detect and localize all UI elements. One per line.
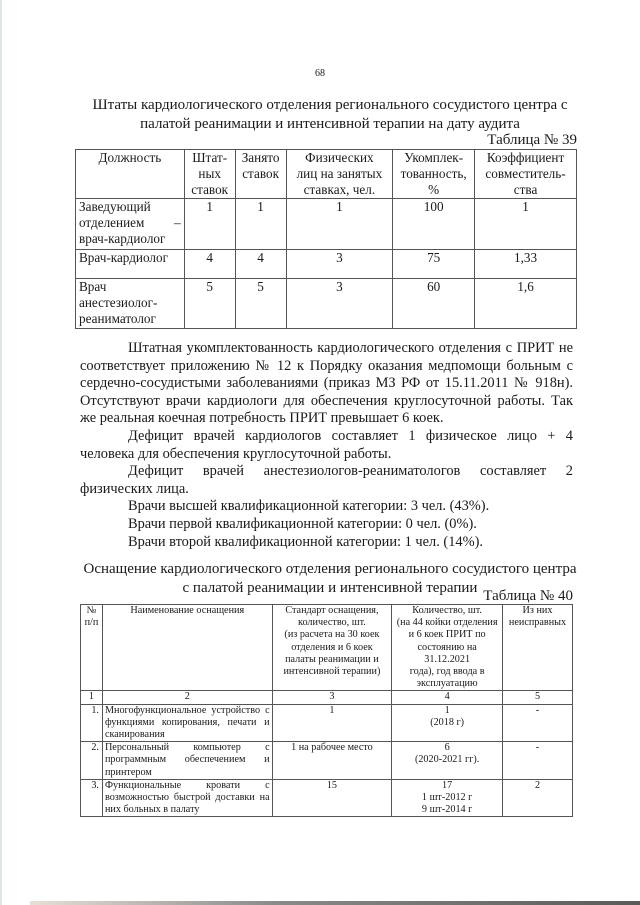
paragraph-anesthesiologist-deficit: Дефицит врачей анестезиологов-реаниматологов составляет 2 физических лица. xyxy=(80,463,573,497)
cell-quantity: 6 (2020-2021 гг). xyxy=(392,742,503,780)
table-row xyxy=(81,779,573,817)
cell-staff: 1 xyxy=(184,199,235,250)
cell-equipment-name: Персональный компьютер с программным обеспечением и принтером xyxy=(102,742,272,780)
header-completeness: Укомплек- тованность, % xyxy=(393,150,475,199)
table-row xyxy=(76,250,577,279)
table-header-row xyxy=(76,150,577,199)
cell-coefficient: 1,33 xyxy=(475,250,577,279)
header-broken: Из них неисправных xyxy=(503,605,573,691)
scan-left-edge xyxy=(0,0,2,905)
cell-standard: 15 xyxy=(272,779,392,817)
cell-equipment-name: Функциональные кровати с возможностью быстрой доставки на них больных в палату xyxy=(102,779,272,817)
cell-staff: 4 xyxy=(184,250,235,279)
cell-occupied: 1 xyxy=(235,199,286,250)
header-number: № п/п xyxy=(81,605,103,691)
page-number: 68 xyxy=(315,68,325,79)
cell-broken: 2 xyxy=(503,779,573,817)
cell-number: 1. xyxy=(81,704,103,742)
cell-persons: 3 xyxy=(286,279,393,329)
cell-occupied: 5 xyxy=(235,279,286,329)
cell-persons: 1 xyxy=(286,199,393,250)
table-row xyxy=(81,742,573,780)
header-staff-units: Штат- ных ставок xyxy=(184,150,235,199)
header-quantity: Количество, шт. (на 44 койки отделения и 6 коек ПРИТ по состоянию на 31.12.2021 года), год ввода в эксплуатацию xyxy=(392,605,503,691)
table-row xyxy=(81,704,573,742)
header-standard: Стандарт оснащения, количество, шт. (из расчета на 30 коек отделения и 6 коек палаты реанимации и интенсивной терапии) xyxy=(272,605,392,691)
column-number-row xyxy=(81,691,573,704)
staff-table xyxy=(75,149,577,329)
table-row xyxy=(76,279,577,329)
table40-title-line2: с палатой реанимации и интенсивной терапии xyxy=(182,580,478,596)
cell-broken: - xyxy=(503,704,573,742)
cell-broken: - xyxy=(503,742,573,780)
cell-standard: 1 xyxy=(272,704,392,742)
table40-title-line1: Оснащение кардиологического отделения регионального сосудистого центра xyxy=(83,561,577,577)
cell-completeness: 60 xyxy=(393,279,475,329)
paragraph-first-category: Врачи первой квалификационной категории: 0 чел. (0%). xyxy=(128,515,477,532)
paragraph-cardiologist-deficit: Дефицит врачей кардиологов составляет 1 физическое лицо + 4 человека для обеспечения круглосуточной работы. xyxy=(80,427,573,462)
body-text xyxy=(80,340,573,551)
column-number: 5 xyxy=(503,691,573,704)
table40-label: Таблица № 40 xyxy=(483,588,573,604)
column-number: 2 xyxy=(102,691,272,704)
cell-completeness: 100 xyxy=(393,199,475,250)
cell-coefficient: 1 xyxy=(475,199,577,250)
table-row xyxy=(76,199,577,250)
cell-coefficient: 1,6 xyxy=(475,279,577,329)
cell-position: Врач-кардиолог xyxy=(76,250,185,279)
header-equipment-name: Наименование оснащения xyxy=(102,605,272,691)
header-coefficient: Коэффициент совместитель- ства xyxy=(475,150,577,199)
cell-occupied: 4 xyxy=(235,250,286,279)
column-number: 1 xyxy=(81,691,103,704)
cell-position: Заведующий отделением – врач-кардиолог xyxy=(76,199,185,250)
header-occupied-units: Занято ставок xyxy=(235,150,286,199)
column-number: 4 xyxy=(392,691,503,704)
cell-number: 2. xyxy=(81,742,103,780)
table39-title-line2: палатой реанимации и интенсивной терапии на дату аудита xyxy=(140,116,520,132)
cell-staff: 5 xyxy=(184,279,235,329)
cell-quantity: 17 1 шт-2012 г 9 шт-2014 г xyxy=(392,779,503,817)
scan-bottom-edge xyxy=(30,901,640,905)
cell-equipment-name: Многофункциональное устройство с функциями копирования, печати и сканирования xyxy=(102,704,272,742)
paragraph-staffing: Штатная укомплектованность кардиологического отделения с ПРИТ не соответствует приложению № 12 к Порядку оказания медпомощи больным с сердечно-сосудистыми заболеваниями (приказ МЗ РФ от 15.11.2011 № 918н). Отсутствуют врачи кардиологи для обеспечения круглосуточной работы. Так же реальная коечная потребность ПРИТ превышает 6 коек. xyxy=(80,340,573,427)
equipment-table xyxy=(80,604,573,817)
table39-title-line1: Штаты кардиологического отделения регионального сосудистого центра с xyxy=(92,97,568,113)
column-number: 3 xyxy=(272,691,392,704)
header-persons: Физических лиц на занятых ставках, чел. xyxy=(286,150,393,199)
paragraph-highest-category: Врачи высшей квалификационной категории: 3 чел. (43%). xyxy=(128,498,490,515)
table-header-row xyxy=(81,605,573,691)
cell-persons: 3 xyxy=(286,250,393,279)
cell-number: 3. xyxy=(81,779,103,817)
table39-title xyxy=(60,96,600,134)
cell-standard: 1 на рабочее место xyxy=(272,742,392,780)
cell-quantity: 1 (2018 г) xyxy=(392,704,503,742)
header-position: Должность xyxy=(76,150,185,199)
cell-position: Врач анестезиолог- реаниматолог xyxy=(76,279,185,329)
table39-label: Таблица № 39 xyxy=(487,132,577,148)
paragraph-second-category: Врачи второй квалификационной категории: 1 чел. (14%). xyxy=(128,533,483,550)
cell-completeness: 75 xyxy=(393,250,475,279)
